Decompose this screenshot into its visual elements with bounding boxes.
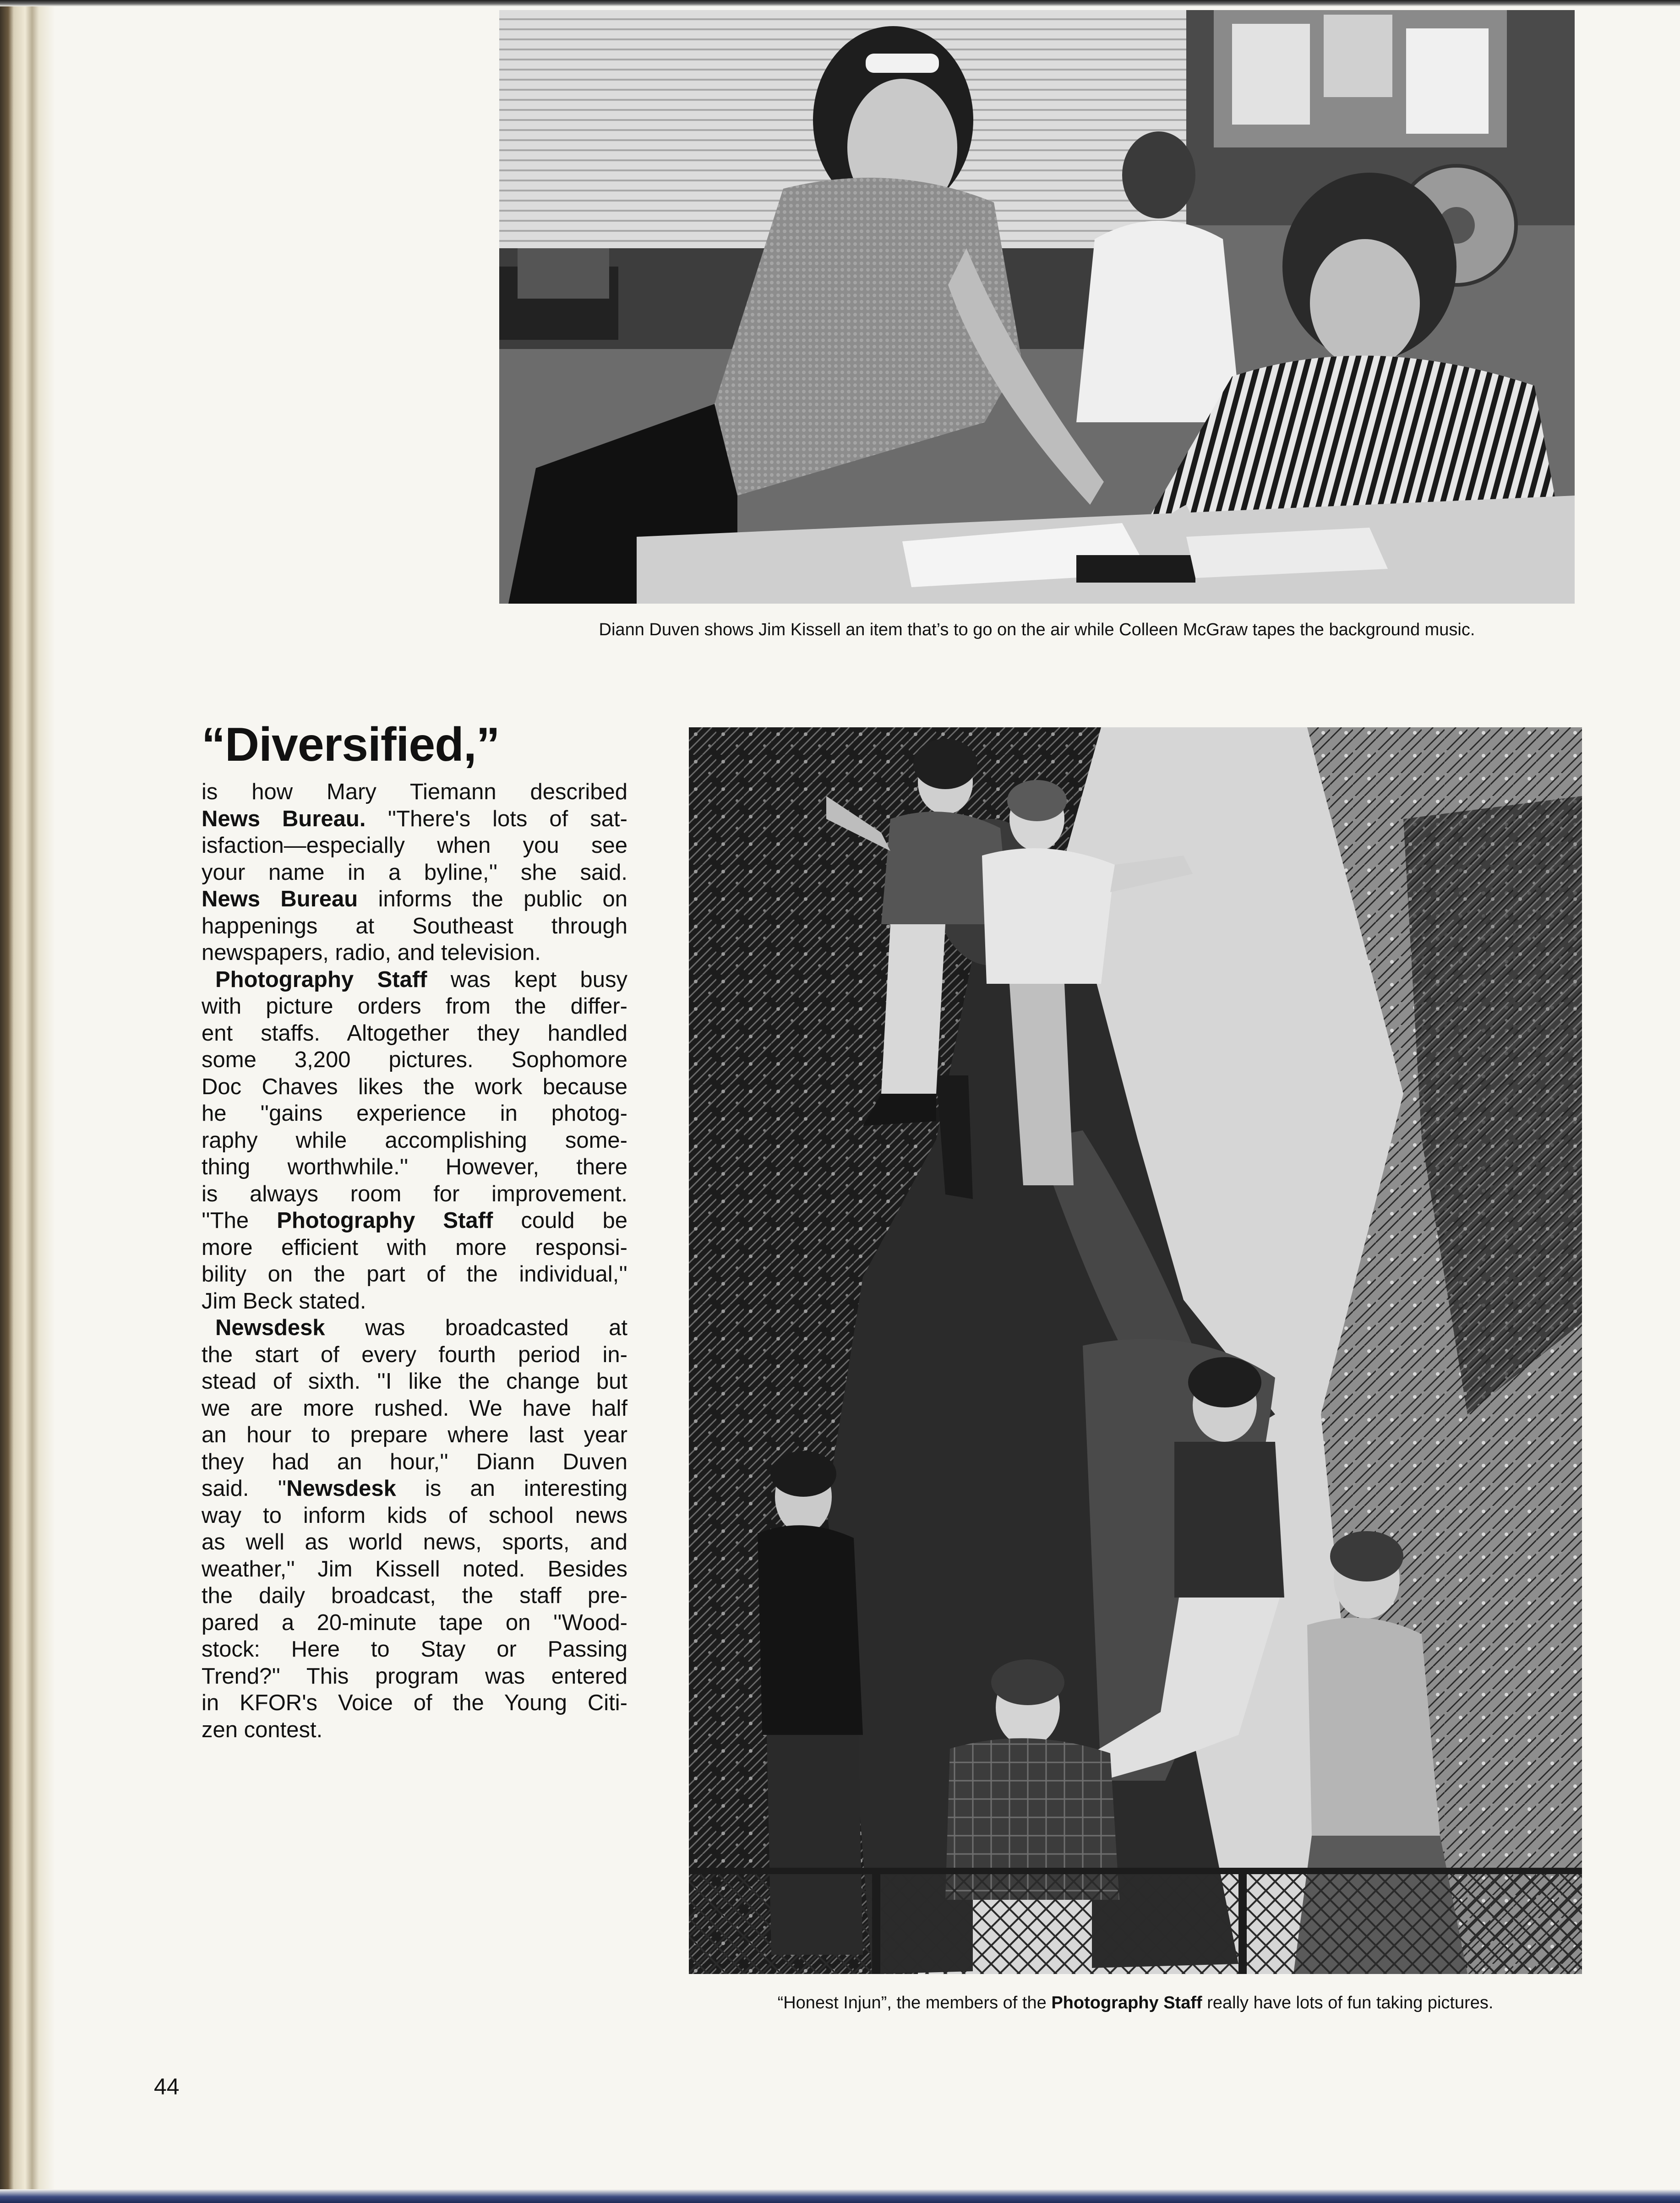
article-text: was broadcasted at xyxy=(325,1315,627,1340)
article-bold-term: News Bureau. xyxy=(202,806,366,831)
article-line xyxy=(202,913,627,940)
article-line xyxy=(202,1074,627,1101)
article-line xyxy=(202,1181,627,1208)
article-bold-term: Newsdesk xyxy=(286,1476,396,1501)
article-bold-term: Photography Staff xyxy=(215,967,427,992)
article-text: is always room for improvement. xyxy=(202,1181,627,1206)
article-line xyxy=(202,1207,627,1234)
newsroom-photo-illustration xyxy=(499,10,1575,604)
article-line xyxy=(202,1288,627,1315)
article-line xyxy=(202,1341,627,1369)
article-line xyxy=(202,1636,627,1663)
article-line xyxy=(202,966,627,993)
article-line xyxy=(202,993,627,1020)
article-line xyxy=(202,1100,627,1127)
article-text: some 3,200 pictures. Sophomore xyxy=(202,1047,627,1072)
article-text: Doc Chaves likes the work because xyxy=(202,1074,627,1099)
article-text: Trend?'' This program was entered xyxy=(202,1663,627,1689)
article-text: happenings at Southeast through xyxy=(202,913,627,938)
article-text: Jim Beck stated. xyxy=(202,1288,366,1314)
article-line xyxy=(202,1020,627,1047)
article-text: ent staffs. Altogether they handled xyxy=(202,1020,627,1046)
photography-staff-photo-caption xyxy=(689,1992,1582,2013)
caption-text-end: really have lots of fun taking pictures. xyxy=(1202,1993,1494,2012)
article-text: as well as world news, sports, and xyxy=(202,1530,627,1554)
article-line xyxy=(202,1047,627,1074)
article-line xyxy=(202,1449,627,1476)
article-line xyxy=(202,1609,627,1636)
statue-photo-illustration xyxy=(689,727,1582,1974)
article-text: stead of sixth. ''I like the change but xyxy=(202,1369,627,1394)
article-line xyxy=(202,1154,627,1181)
newsroom-photo xyxy=(499,10,1575,604)
article-bold-term: Newsdesk xyxy=(215,1315,325,1340)
caption-text-start: “Honest Injun”, the members of the xyxy=(777,1993,1052,2012)
article-text: your name in a byline,'' she said. xyxy=(202,860,627,885)
article-text: newspapers, radio, and television. xyxy=(202,940,541,965)
newsroom-photo-caption: Diann Duven shows Jim Kissell an item that’s to go on the air while Colleen McGraw tapes the background music. xyxy=(599,620,1475,639)
photography-staff-photo xyxy=(689,727,1582,1974)
page-binding-edge xyxy=(0,0,55,2203)
article-line xyxy=(202,1690,627,1717)
article-text: pared a 20-minute tape on ''Wood- xyxy=(202,1610,627,1635)
article-text: the daily broadcast, the staff pre- xyxy=(202,1583,627,1608)
article-line xyxy=(202,1502,627,1529)
article-bold-term: News Bureau xyxy=(202,887,358,911)
article-text: informs the public on xyxy=(358,887,627,911)
article-text: with picture orders from the differ- xyxy=(202,994,627,1019)
article-line xyxy=(202,806,627,833)
article-line xyxy=(202,1556,627,1583)
page-bottom-edge xyxy=(0,2189,1680,2203)
article-text: was kept busy xyxy=(427,967,627,992)
article-line xyxy=(202,886,627,913)
article-text: ''There's lots of sat- xyxy=(365,806,627,831)
article-text: weather,'' Jim Kissell noted. Besides xyxy=(202,1556,627,1581)
page-top-edge xyxy=(0,0,1680,6)
article-line xyxy=(202,1422,627,1449)
article-line xyxy=(202,1368,627,1395)
article-text: he ''gains experience in photog- xyxy=(202,1101,627,1126)
article-line xyxy=(202,939,627,966)
article-line xyxy=(202,1234,627,1261)
article-text: ''The xyxy=(202,1208,277,1233)
article-body xyxy=(202,779,627,1743)
article-line xyxy=(202,1663,627,1690)
article-line xyxy=(202,859,627,886)
article-line xyxy=(202,779,627,806)
article-text: could be xyxy=(493,1208,627,1233)
article-text: raphy while accomplishing some- xyxy=(202,1128,627,1153)
article-line xyxy=(202,1582,627,1609)
article-text: they had an hour,'' Diann Duven xyxy=(202,1449,627,1474)
article-text: way to inform kids of school news xyxy=(202,1503,627,1528)
article-headline: “Diversified,” xyxy=(202,718,500,771)
article-bold-term: Photography Staff xyxy=(277,1208,493,1233)
article-text: zen contest. xyxy=(202,1717,323,1742)
article-text: said. '' xyxy=(202,1476,287,1501)
article-text: an hour to prepare where last year xyxy=(202,1423,627,1447)
article-text: thing worthwhile.'' However, there xyxy=(202,1155,627,1179)
article-text: bility on the part of the individual,'' xyxy=(202,1262,627,1287)
article-text: is an interesting xyxy=(396,1476,628,1501)
article-line xyxy=(202,1314,627,1341)
article-line xyxy=(202,1261,627,1288)
article-line xyxy=(202,1475,627,1502)
article-text: we are more rushed. We have half xyxy=(202,1396,627,1421)
article-text: isfaction—especially when you see xyxy=(202,833,627,858)
caption-text-bold: Photography Staff xyxy=(1051,1993,1202,2012)
article-line xyxy=(202,832,627,859)
article-line xyxy=(202,1127,627,1154)
article-text: more efficient with more responsi- xyxy=(202,1235,627,1260)
article-text: is how Mary Tiemann described xyxy=(202,780,627,804)
page-number: 44 xyxy=(154,2074,180,2099)
article-text: stock: Here to Stay or Passing xyxy=(202,1637,627,1662)
article-line xyxy=(202,1395,627,1422)
article-text: the start of every fourth period in- xyxy=(202,1342,627,1367)
article-line xyxy=(202,1529,627,1556)
article-line xyxy=(202,1717,627,1744)
article-text: in KFOR's Voice of the Young Citi- xyxy=(202,1690,627,1715)
